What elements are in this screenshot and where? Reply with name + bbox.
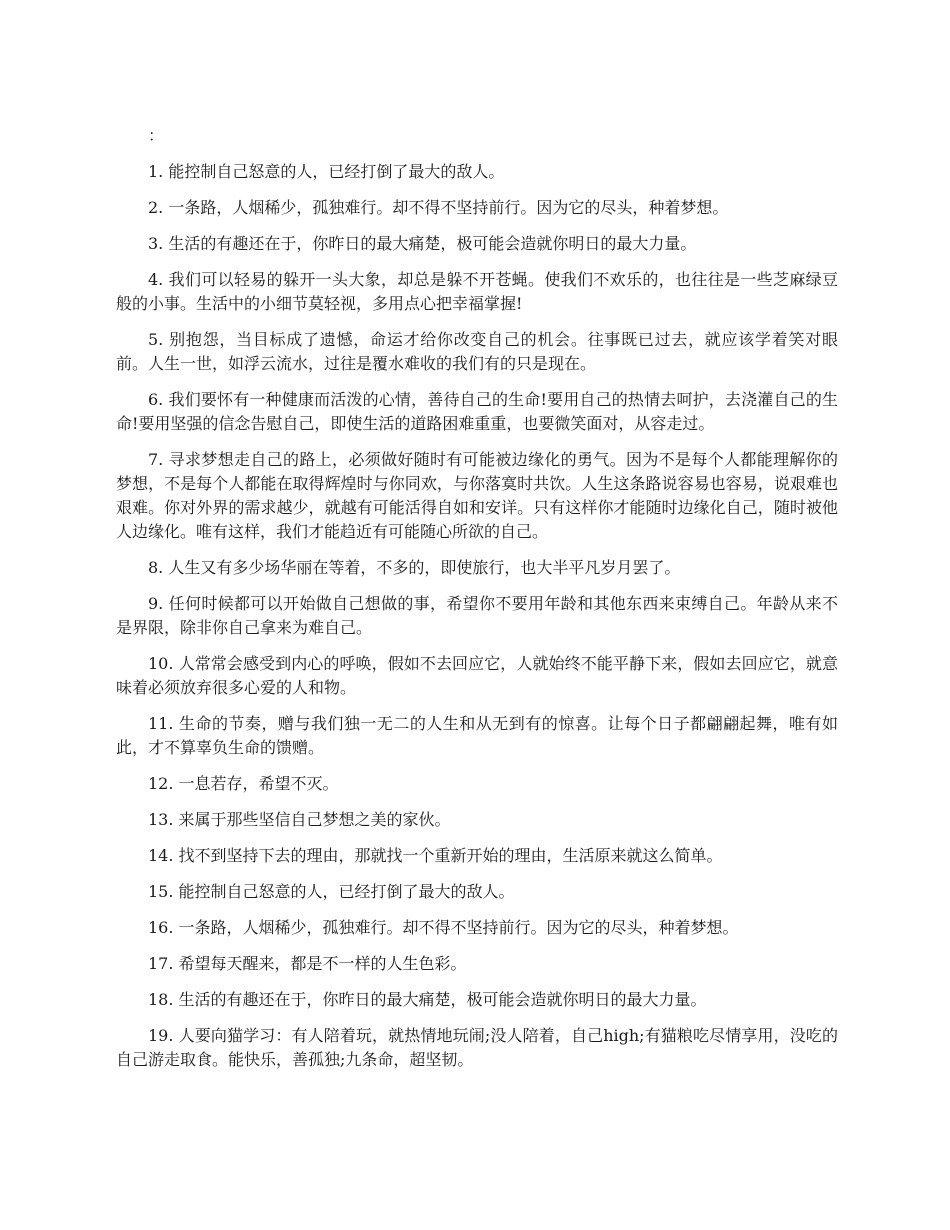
paragraph-14: 14. 找不到坚持下去的理由，那就找一个重新开始的理由，生活原来就这么简单。 <box>148 846 723 865</box>
paragraph-8: 8. 人生又有多少场华丽在等着，不多的，即使旅行，也大半平凡岁月罢了。 <box>148 558 681 577</box>
paragraph-11: 11. 生命的节奏，赠与我们独一无二的人生和从无到有的惊喜。让每个日子都翩翩起舞，唯有如此，才不算辜负生命的馈赠。 <box>116 714 838 757</box>
paragraph-13: 13. 来属于那些坚信自己梦想之美的家伙。 <box>148 810 451 829</box>
paragraph-4: 4. 我们可以轻易的躲开一头大象，却总是躲不开苍蝇。使我们不欢乐的，也往往是一些芝麻绿豆般的小事。生活中的小细节莫轻视，多用点心把幸福掌握! <box>116 270 838 313</box>
paragraph-12: 12. 一息若存，希望不灭。 <box>148 774 339 793</box>
document-page <box>116 124 838 1084</box>
paragraph-10: 10. 人常常会感受到内心的呼唤，假如不去回应它，人就始终不能平静下来，假如去回应它，就意味着必须放弃很多心爱的人和物。 <box>116 654 838 697</box>
paragraph-5: 5. 别抱怨，当目标成了遗憾，命运才给你改变自己的机会。往事既已过去，就应该学着笑对眼前。人生一世，如浮云流水，过往是覆水难收的我们有的只是现在。 <box>116 330 838 373</box>
paragraph-1: 1. 能控制自己怒意的人，已经打倒了最大的敌人。 <box>148 162 505 181</box>
paragraph-18: 18. 生活的有趣还在于，你昨日的最大痛楚，极可能会造就你明日的最大力量。 <box>148 990 707 1009</box>
paragraph-3: 3. 生活的有趣还在于，你昨日的最大痛楚，极可能会造就你明日的最大力量。 <box>148 234 697 253</box>
paragraph-9: 9. 任何时候都可以开始做自己想做的事，希望你不要用年龄和其他东西来束缚自己。年龄从来不是界限，除非你自己拿来为难自己。 <box>116 594 838 637</box>
paragraph-6: 6. 我们要怀有一种健康而活泼的心情，善待自己的生命!要用自己的热情去呵护，去浇灌自己的生命!要用坚强的信念告慰自己，即使生活的道路困难重重，也要微笑面对，从容走过。 <box>116 390 838 433</box>
paragraph-17: 17. 希望每天醒来，都是不一样的人生色彩。 <box>148 954 467 973</box>
paragraph-19: 19. 人要向猫学习：有人陪着玩，就热情地玩闹;没人陪着，自己high;有猫粮吃尽情享用，没吃的自己游走取食。能快乐，善孤独;九条命，超坚韧。 <box>116 1026 838 1069</box>
document-heading: ： <box>148 126 165 145</box>
paragraph-2: 2. 一条路，人烟稀少，孤独难行。却不得不坚持前行。因为它的尽头，种着梦想。 <box>148 198 729 217</box>
paragraph-16: 16. 一条路，人烟稀少，孤独难行。却不得不坚持前行。因为它的尽头，种着梦想。 <box>148 918 739 937</box>
paragraph-7: 7. 寻求梦想走自己的路上，必须做好随时有可能被边缘化的勇气。因为不是每个人都能理解你的梦想，不是每个人都能在取得辉煌时与你同欢，与你落寞时共饮。人生这条路说容易也容易，说艰难也艰难。你对外界的需求越少，就越有可能活得自如和安详。只有这样你才能随时边缘化自己，随时被他人边缘化。唯有这样，我们才能趋近有可能随心所欲的自己。 <box>116 450 838 541</box>
paragraph-15: 15. 能控制自己怒意的人，已经打倒了最大的敌人。 <box>148 882 515 901</box>
